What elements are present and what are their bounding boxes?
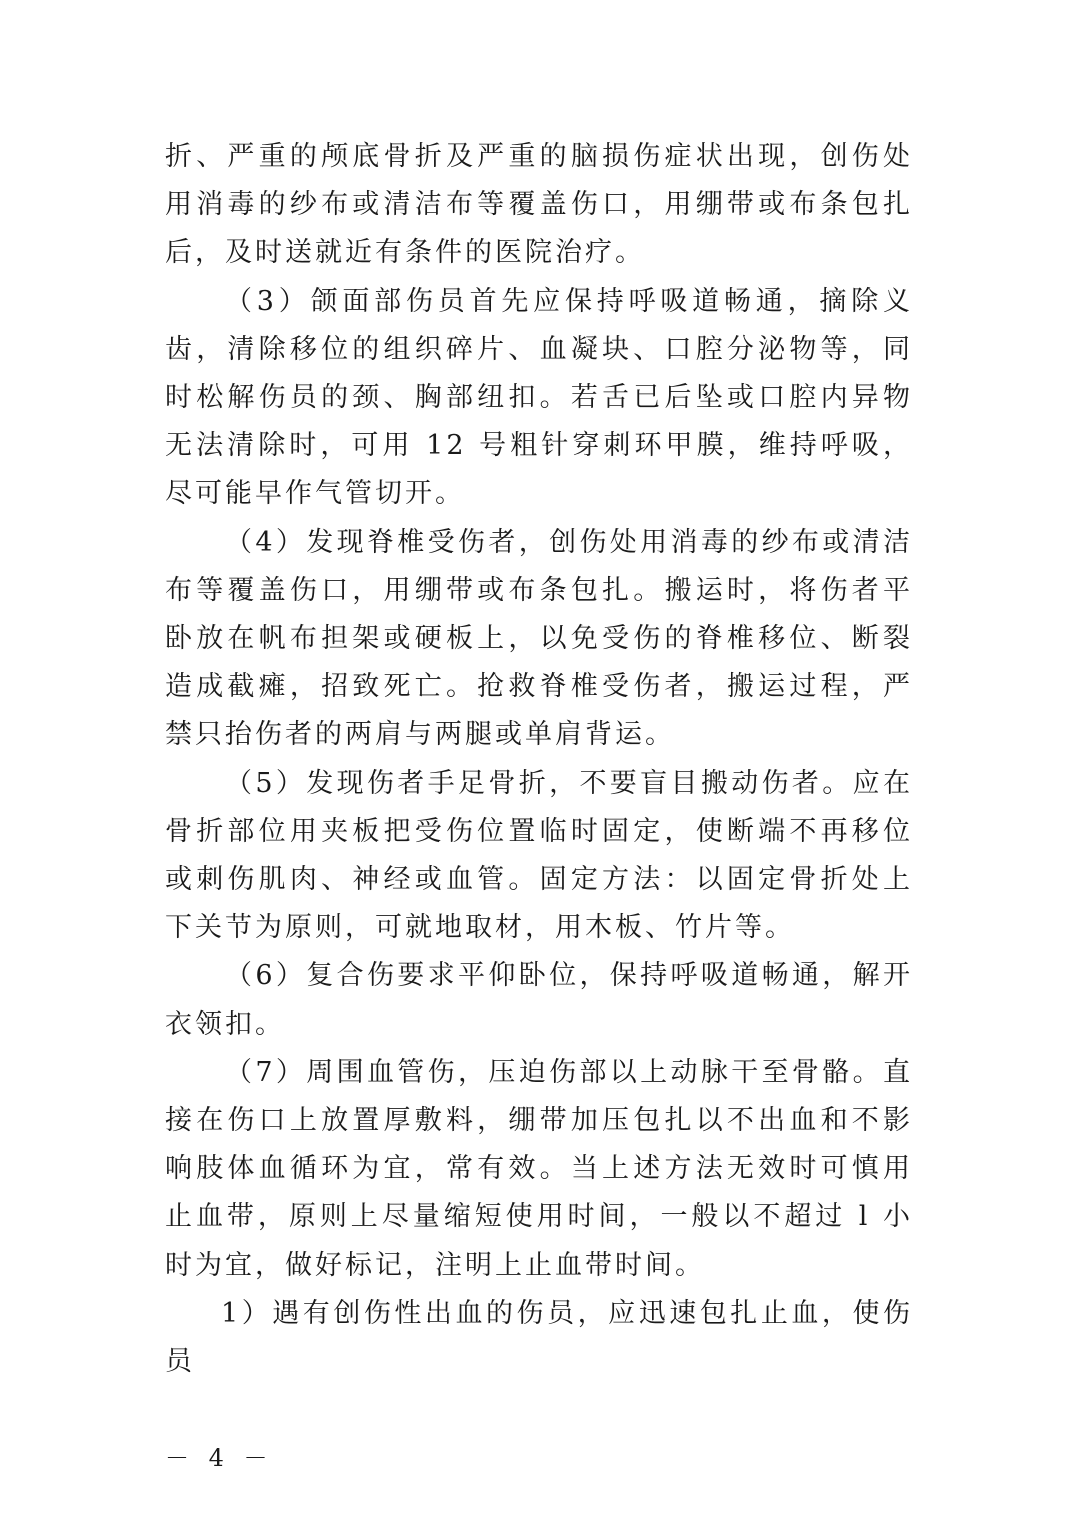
paragraph-item-6: （6）复合伤要求平仰卧位，保持呼吸道畅通，解开衣领扣。 — [165, 960, 913, 1040]
paragraph-sub-1: 1）遇有创伤性出血的伤员，应迅速包扎止血，使伤员 — [165, 1297, 913, 1378]
paragraph-item-5: （5）发现伤者手足骨折，不要盲目搬动伤者。应在骨折部位用夹板把受伤位置临时固定，使断端不再移位或刺伤肌肉、神经或血管。固定方法：以固定骨折处上下关节为原则，可就地取材，用木板、竹片等。 — [165, 767, 913, 944]
paragraph-item-3: （3）颌面部伤员首先应保持呼吸道畅通，摘除义齿，清除移位的组织碎片、血凝块、口腔分泌物等，同时松解伤员的颈、胸部纽扣。若舌已后坠或口腔内异物无法清除时，可用 12 号粗针穿刺环甲膜，维持呼吸，尽可能早作气管切开。 — [165, 285, 913, 510]
page-number: － 4 － — [165, 1444, 274, 1472]
paragraph-continuation: 折、严重的颅底骨折及严重的脑损伤症状出现，创伤处用消毒的纱布或清洁布等覆盖伤口，用绷带或布条包扎后，及时送就近有条件的医院治疗。 — [165, 141, 913, 269]
document-body — [165, 133, 913, 1386]
paragraph-item-4: （4）发现脊椎受伤者，创伤处用消毒的纱布或清洁布等覆盖伤口，用绷带或布条包扎。搬运时，将伤者平卧放在帆布担架或硬板上，以免受伤的脊椎移位、断裂造成截瘫，招致死亡。抢救脊椎受伤者，搬运过程，严禁只抬伤者的两肩与两腿或单肩背运。 — [165, 526, 913, 751]
paragraph-item-7: （7）周围血管伤，压迫伤部以上动脉干至骨骼。直接在伤口上放置厚敷料，绷带加压包扎以不出血和不影响肢体血循环为宜，常有效。当上述方法无效时可慎用止血带，原则上尽量缩短使用时间，一般以不超过 l 小时为宜，做好标记，注明上止血带时间。 — [165, 1056, 913, 1281]
